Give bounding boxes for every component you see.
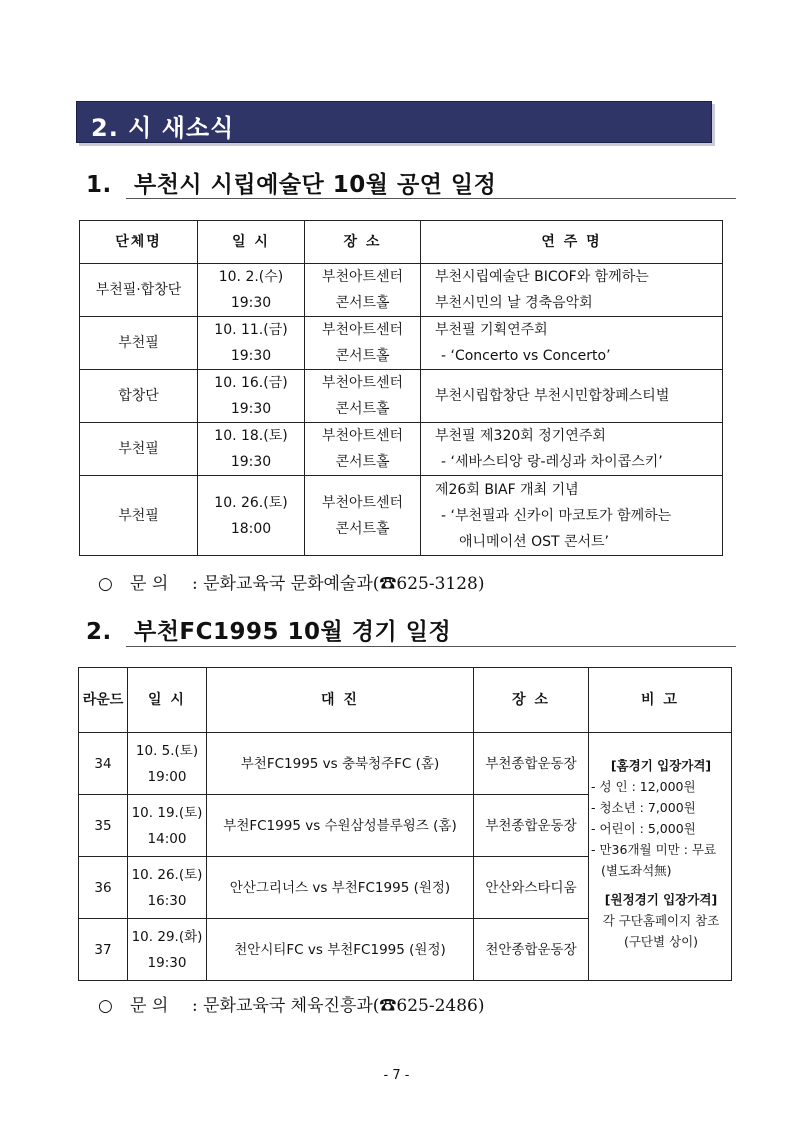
header-venue: 장 소	[305, 221, 421, 264]
table-header-row	[80, 221, 723, 264]
venue-line1: 부천아트센터	[321, 322, 404, 338]
table-row	[80, 317, 723, 370]
performance-table	[79, 220, 723, 556]
time-cell: 14:00	[147, 830, 187, 847]
note-text: : 문화교육국 문화예술과(☎625-3128)	[192, 574, 485, 594]
match-cell: 천안시티FC vs 부천FC1995 (원정)	[207, 919, 474, 981]
away-price-line: (구단별 상이)	[623, 934, 699, 949]
time-cell: 19:30	[147, 954, 187, 971]
time-cell: 19:30	[230, 401, 272, 417]
program-line: 부천필 기획연주회	[435, 322, 548, 338]
match-cell: 안산그리너스 vs 부천FC1995 (원정)	[207, 857, 474, 919]
home-price-line: (별도좌석無)	[601, 863, 672, 878]
match-table	[78, 667, 732, 981]
round-cell: 37	[79, 919, 128, 981]
date-cell: 10. 2.(수)	[218, 269, 284, 285]
program-line: - ‘세바스티앙 랑-레싱과 차이콥스키’	[441, 454, 663, 470]
program-line: - ‘부천필과 신카이 마코토가 함께하는	[441, 507, 672, 524]
time-cell: 19:30	[230, 454, 272, 470]
home-price-line: - 어린이 : 5,000원	[591, 821, 696, 836]
venue-line1: 부천아트센터	[321, 269, 404, 285]
table-row	[80, 370, 723, 423]
away-price-title: [원정경기 입장가격]	[604, 892, 718, 907]
time-cell: 18:00	[230, 520, 272, 537]
header-round: 라운드	[79, 668, 128, 733]
note-bullet: ○	[98, 996, 113, 1016]
venue-line2: 콘서트홀	[335, 520, 390, 537]
group-cell: 합창단	[80, 370, 198, 423]
header-remark: 비 고	[589, 668, 732, 733]
round-cell: 35	[79, 795, 128, 857]
time-cell: 19:30	[230, 348, 272, 364]
section2-number: 2.	[86, 619, 112, 645]
group-cell: 부천필	[80, 317, 198, 370]
date-cell: 10. 26.(토)	[131, 866, 203, 883]
venue-line2: 콘서트홀	[335, 454, 390, 470]
table-row	[80, 423, 723, 476]
venue-cell: 부천종합운동장	[474, 733, 589, 795]
program-line: 부천시립예술단 BICOF와 함께하는	[435, 269, 649, 285]
header-program: 연 주 명	[421, 221, 723, 264]
banner-title: 2. 시 새소식	[91, 114, 235, 142]
note-label: 문 의	[130, 996, 169, 1016]
date-cell: 10. 5.(토)	[135, 742, 199, 759]
header-datetime: 일 시	[128, 668, 207, 733]
date-cell: 10. 19.(토)	[131, 804, 203, 821]
table-header-row	[79, 668, 732, 733]
section1-rule	[126, 198, 736, 199]
home-price-line: - 성 인 : 12,000원	[591, 779, 696, 794]
venue-line1: 부천아트센터	[321, 375, 404, 391]
header-datetime: 일 시	[198, 221, 305, 264]
program-line: 애니메이션 OST 콘서트’	[459, 533, 610, 550]
program-line: 제26회 BIAF 개최 기념	[435, 481, 579, 498]
round-cell: 34	[79, 733, 128, 795]
program-line: - ‘Concerto vs Concerto’	[441, 348, 611, 364]
program-line: 부천시립합창단 부천시민합창페스티벌	[435, 388, 670, 404]
venue-line2: 콘서트홀	[335, 348, 390, 364]
home-price-line: - 청소년 : 7,000원	[591, 800, 696, 815]
date-cell: 10. 29.(화)	[131, 928, 203, 945]
header-group: 단체명	[80, 221, 198, 264]
date-cell: 10. 18.(토)	[214, 428, 288, 444]
section2-contact-note	[98, 991, 484, 1016]
group-cell: 부천필	[80, 476, 198, 556]
date-cell: 10. 16.(금)	[214, 375, 288, 391]
date-cell: 10. 11.(금)	[214, 322, 288, 338]
section1-contact-note	[98, 569, 484, 594]
round-cell: 36	[79, 857, 128, 919]
section1-title-text: 부천시 시립예술단 10월 공연 일정	[134, 172, 497, 198]
venue-cell: 부천종합운동장	[474, 795, 589, 857]
venue-line2: 콘서트홀	[335, 401, 390, 417]
venue-line2: 콘서트홀	[335, 295, 390, 311]
section-banner	[76, 101, 712, 143]
time-cell: 16:30	[147, 892, 187, 909]
note-bullet: ○	[98, 574, 113, 594]
remark-cell	[589, 733, 732, 981]
table-row	[80, 476, 723, 556]
table-row	[80, 264, 723, 317]
page-number: - 7 -	[383, 1068, 410, 1083]
section2-rule	[126, 646, 736, 647]
section2-title	[86, 613, 451, 646]
match-cell: 부천FC1995 vs 충북청주FC (홈)	[207, 733, 474, 795]
section2-title-text: 부천FC1995 10월 경기 일정	[134, 619, 452, 645]
group-cell: 부천필	[80, 423, 198, 476]
venue-cell: 천안종합운동장	[474, 919, 589, 981]
date-cell: 10. 26.(토)	[214, 494, 288, 511]
venue-cell: 안산와스타디움	[474, 857, 589, 919]
program-line: 부천시민의 날 경축음악회	[435, 295, 593, 311]
header-match: 대 진	[207, 668, 474, 733]
home-price-line: - 만36개월 미만 : 무료	[591, 842, 717, 857]
table-row	[79, 733, 732, 795]
venue-line1: 부천아트센터	[321, 428, 404, 444]
note-text: : 문화교육국 체육진흥과(☎625-2486)	[192, 996, 485, 1016]
program-line: 부천필 제320회 정기연주회	[435, 428, 606, 444]
time-cell: 19:00	[147, 768, 187, 785]
match-cell: 부천FC1995 vs 수원삼성블루윙즈 (홈)	[207, 795, 474, 857]
section1-title	[86, 166, 496, 199]
note-label: 문 의	[130, 574, 169, 594]
time-cell: 19:30	[230, 295, 272, 311]
group-cell: 부천필·합창단	[80, 264, 198, 317]
venue-line1: 부천아트센터	[321, 494, 404, 511]
header-venue: 장 소	[474, 668, 589, 733]
away-price-line: 각 구단홈페이지 참조	[602, 913, 720, 928]
home-price-title: [홈경기 입장가격]	[610, 758, 712, 773]
section1-number: 1.	[86, 172, 112, 198]
